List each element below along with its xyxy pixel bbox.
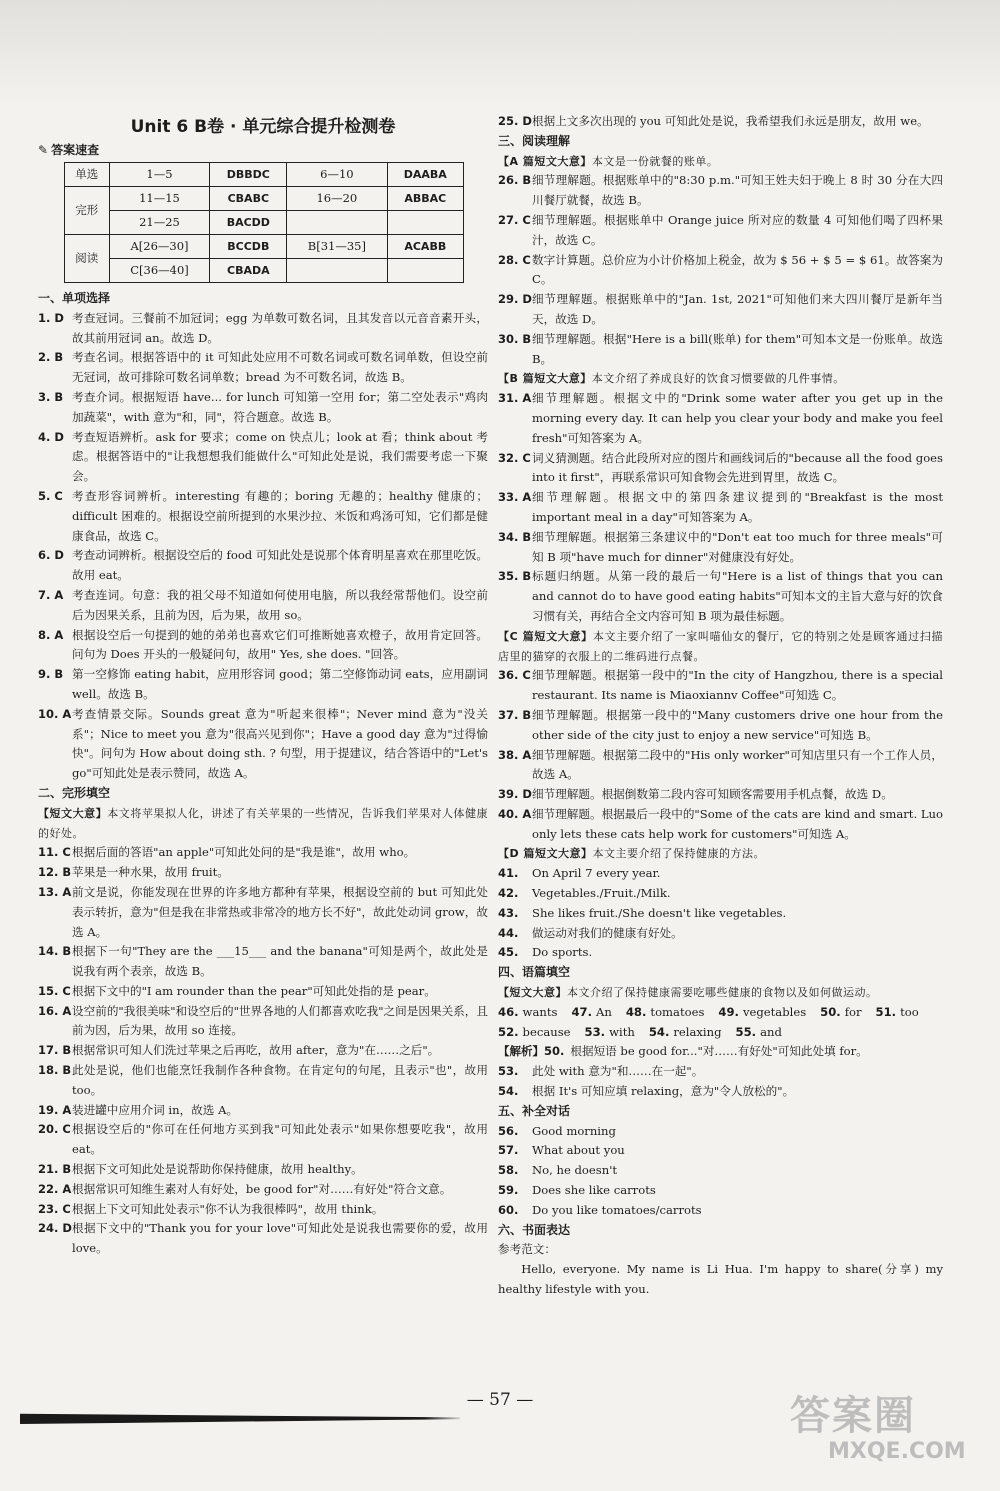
summary-label: 【C 篇短文大意】 xyxy=(498,629,593,643)
answer-item xyxy=(498,488,943,528)
answer-item xyxy=(38,705,488,784)
footer-bar xyxy=(20,1412,460,1424)
left-column xyxy=(38,112,488,1259)
table-row xyxy=(65,211,464,235)
answer-item xyxy=(38,1160,488,1180)
item-number: 42. xyxy=(498,886,519,901)
inline-answer xyxy=(626,1003,705,1023)
item-explanation: 细节理解题。根据第一段中的"Many customers drive one hour from the other side of the city just to enjoy a new service"可知选 B。 xyxy=(532,707,943,742)
item-number: 26. B xyxy=(498,173,532,188)
right-column xyxy=(498,112,943,1300)
answer-item xyxy=(38,546,488,586)
answer-item xyxy=(38,487,488,546)
answer-item xyxy=(38,1002,488,1042)
summary-text: 本文介绍了保持健康需要吃哪些健康的食物以及如何做运动。 xyxy=(567,986,878,1000)
item-explanation: 根据设空后一句提到的她的弟弟也喜欢它们可推断她喜欢橙子，故用肯定回答。问句为 Does 开头的一般疑问句，故用" Yes, she does. "回答。 xyxy=(72,627,488,662)
answer-item xyxy=(498,1082,943,1102)
item-explanation: 细节理解题。根据"Here is a bill(账单) for them"可知本文是一份账单。故选 B。 xyxy=(532,331,943,366)
item-number: 36. C xyxy=(498,668,531,683)
right-answer-list xyxy=(498,112,943,1300)
item-number: 22. A xyxy=(38,1181,72,1196)
item-answer: too xyxy=(900,1004,919,1019)
item-answer: because xyxy=(522,1024,571,1039)
item-explanation: Do you like tomatoes/carrots xyxy=(532,1202,702,1217)
answer-item xyxy=(498,171,943,211)
item-explanation: 前文是说，你能发现在世界的许多地方都种有苹果，根据设空前的 but 可知此处表示转折，意为"但是我在非常热或非常冷的地方长不好"，故此处动词 grow，故选 A。 xyxy=(72,884,488,939)
answer-item xyxy=(498,1062,943,1082)
item-explanation: Do sports. xyxy=(532,945,593,960)
answer-item xyxy=(498,785,943,805)
table-row xyxy=(65,259,464,283)
page-number: — 57 — xyxy=(466,1390,534,1410)
answer-item xyxy=(498,1201,943,1221)
answer-item xyxy=(498,904,943,924)
item-number: 50. xyxy=(820,1004,841,1019)
table-cell: DBBDC xyxy=(210,163,287,187)
table-cell: ACABB xyxy=(387,235,463,259)
item-number: 40. A xyxy=(498,806,532,821)
item-explanation: 细节理解题。根据账单中的"Jan. 1st, 2021"可知他们来大四川餐厅是新年当天，故选 D。 xyxy=(532,292,943,326)
table-cell: 11—15 xyxy=(109,187,210,211)
item-number: 56. xyxy=(498,1123,519,1138)
table-cell: CBADA xyxy=(210,259,287,283)
item-explanation: 细节理解题。根据文中的"Drink some water after you get up in the morning every day. It can help you clear your body and make you feel fresh"可知答案为 A。 xyxy=(532,391,943,445)
item-number: 24. D xyxy=(38,1221,72,1236)
item-answer: relaxing xyxy=(673,1024,722,1039)
summary-text: 本文主要介绍了保持健康的方法。 xyxy=(592,847,765,861)
answer-item xyxy=(38,1041,488,1061)
answer-item xyxy=(38,1219,488,1259)
answer-item xyxy=(38,1120,488,1160)
item-number: 43. xyxy=(498,905,519,920)
item-explanation: 根据常识可知维生素对人有好处，be good for"对……有好处"符合文意。 xyxy=(72,1181,452,1196)
item-number: 37. B xyxy=(498,707,532,722)
answer-item xyxy=(38,626,488,666)
item-answer: with xyxy=(609,1024,635,1039)
item-number: 54. xyxy=(648,1024,670,1039)
table-cell: DAABA xyxy=(387,163,463,187)
table-cell xyxy=(387,211,463,235)
inline-answer xyxy=(736,1023,782,1043)
item-number: 27. C xyxy=(498,212,531,227)
item-number: 33. A xyxy=(498,490,532,505)
item-number: 59. xyxy=(498,1183,519,1198)
item-number: 47. xyxy=(571,1004,593,1019)
item-number: 19. A xyxy=(38,1102,72,1117)
item-number: 49. xyxy=(718,1004,739,1019)
table-cell: B[31—35] xyxy=(287,235,387,259)
item-number: 28. C xyxy=(498,252,531,267)
table-cell: ABBAC xyxy=(387,187,463,211)
item-number: 60. xyxy=(498,1202,519,1217)
item-explanation: 设空前的"我很美味"和设空后的"世界各地的人们都喜欢吃我"之间是因果关系，且前为因，后为果，故用 so 连接。 xyxy=(72,1003,488,1038)
answer-item xyxy=(498,805,943,845)
summary-label: 【短文大意】 xyxy=(38,806,108,820)
answer-item xyxy=(498,1161,943,1181)
item-explanation: 根据设空后的"你可在任何地方买到我"可知此处表示"如果你想要吃我"，故用 eat。 xyxy=(72,1122,488,1157)
answer-item xyxy=(38,942,488,982)
item-answer: wants xyxy=(522,1004,558,1019)
table-cell xyxy=(387,259,463,283)
item-number: 44. xyxy=(498,925,519,940)
summary-text: 本文介绍了养成良好的饮食习惯要做的几件事情。 xyxy=(591,372,845,386)
answer-item xyxy=(38,586,488,626)
item-explanation: 根据下文中的"I am rounder than the pear"可知此处指的是 pear。 xyxy=(72,983,436,998)
item-explanation: What about you xyxy=(532,1143,625,1158)
item-number: 55. xyxy=(735,1024,757,1039)
item-number: 17. B xyxy=(38,1043,72,1058)
item-explanation: 细节理解题。根据第一段中的"In the city of Hangzhou, there is a special restaurant. Its name is Miaoxiannv Coffee"可知选 C。 xyxy=(532,668,943,703)
item-explanation: 根据上下文可知此处表示"你不认为我很棒吗"，故用 think。 xyxy=(72,1201,384,1216)
item-number: 1. D xyxy=(38,310,64,325)
item-explanation: On April 7 every year. xyxy=(532,866,661,881)
item-number: 5. C xyxy=(38,488,63,503)
item-explanation: 考查形容词辨析。interesting 有趣的；boring 无趣的；healthy 健康的；difficult 困难的。根据设空前所提到的水果沙拉、米饭和鸡汤可知，它们都是健康食品，故选 C。 xyxy=(72,488,488,543)
page-title: Unit 6 B卷 · 单元综合提升检测卷 xyxy=(130,117,396,137)
item-number: 18. B xyxy=(38,1063,72,1078)
item-explanation: 根据下文中的"Thank you for your love"可知此处是说我也需要你的爱，故用 love。 xyxy=(72,1221,488,1256)
answer-item xyxy=(498,211,943,251)
table-cell: 单选 xyxy=(65,163,110,187)
table-row xyxy=(65,235,464,259)
item-number: 29. D xyxy=(498,292,532,307)
answer-item xyxy=(498,943,943,963)
summary-label: 【短文大意】 xyxy=(498,986,567,1000)
inline-answer xyxy=(571,1003,611,1023)
answer-item xyxy=(38,388,488,428)
inline-answer xyxy=(498,1003,557,1023)
item-number: 10. A xyxy=(38,706,72,721)
item-number: 21. B xyxy=(38,1162,72,1177)
answer-item xyxy=(498,290,943,330)
section-heading: 五、补全对话 xyxy=(498,1103,571,1118)
section-heading: 一、单项选择 xyxy=(38,291,111,305)
item-answer: An xyxy=(596,1004,612,1019)
answer-item xyxy=(38,843,488,863)
table-cell: 完形 xyxy=(65,187,110,235)
answer-item xyxy=(498,1181,943,1201)
watermark-url: MXQE.COM xyxy=(828,1439,966,1464)
summary-label: 【A 篇短文大意】 xyxy=(498,154,592,168)
item-number: 8. A xyxy=(38,627,64,642)
answer-item xyxy=(498,389,943,448)
passage-summary xyxy=(498,983,943,1003)
item-number: 15. C xyxy=(38,983,71,998)
answer-item xyxy=(498,528,943,568)
item-answer: and xyxy=(760,1024,782,1039)
answer-item xyxy=(38,1200,488,1220)
inline-answer xyxy=(585,1023,635,1043)
item-explanation: 苹果是一种水果，故用 fruit。 xyxy=(72,865,229,880)
answer-item xyxy=(38,348,488,388)
item-number: 25. D xyxy=(498,114,532,128)
item-number: 14. B xyxy=(38,944,72,959)
answer-item xyxy=(38,309,488,349)
answer-item xyxy=(498,884,943,904)
answer-item xyxy=(498,666,943,706)
item-number: 23. C xyxy=(38,1201,71,1216)
text-line: 参考范文： xyxy=(498,1242,556,1257)
item-number: 53. xyxy=(584,1024,606,1039)
item-number: 16. A xyxy=(38,1003,72,1018)
section-heading: 四、语篇填空 xyxy=(498,965,571,980)
item-number: 57. xyxy=(498,1143,519,1158)
item-explanation: 根据后面的答语"an apple"可知此处问的是"我是谁"，故用 who。 xyxy=(72,845,416,860)
table-cell: 16—20 xyxy=(287,187,387,211)
item-number: 52. xyxy=(498,1024,519,1039)
item-number: 48. xyxy=(625,1004,647,1019)
answer-item xyxy=(38,1101,488,1121)
item-explanation: 根据常识可知人们洗过苹果之后再吃，故用 after，意为"在……之后"。 xyxy=(72,1043,440,1058)
item-explanation: 标题归纳题。从第一段的最后一句"Here is a list of things that you can and cannot do to have good eating habits"可知本文的主旨大意与好的饮食习惯有关，再结合全文内容可知 B 项为最佳标题。 xyxy=(532,569,944,623)
answer-item xyxy=(38,428,488,487)
item-explanation: 数字计算题。总价应为小计价格加上税金，故为 $ 56 + $ 5 = $ 61。故答案为 C。 xyxy=(532,252,943,287)
answer-item xyxy=(498,924,943,944)
item-explanation: Good morning xyxy=(532,1123,616,1138)
table-cell: 21—25 xyxy=(109,211,210,235)
inline-answers xyxy=(498,1003,943,1023)
item-explanation: 此处 with 意为"和……在一起"。 xyxy=(532,1064,704,1079)
section-heading: 六、书面表达 xyxy=(498,1222,571,1237)
item-explanation: 细节理解题。根据第三条建议中的"Don't eat too much for three meals"可知 B 项"have much for dinner"对健康没有好处。 xyxy=(532,529,943,564)
inline-answer xyxy=(876,1003,919,1023)
passage-summary xyxy=(498,152,943,172)
summary-text: 本文将苹果拟人化，讲述了有关苹果的一些情况，告诉我们苹果对人体健康的好处。 xyxy=(38,806,489,840)
item-explanation: 细节理解题。根据账单中 Orange juice 所对应的数量 4 可知他们喝了四杯果汁，故选 C。 xyxy=(532,212,943,247)
item-explanation: 细节理解题。根据最后一段中的"Some of the cats are kind and smart. Luo only lets these cats help work for customers"可知选 A。 xyxy=(532,806,943,841)
summary-text: 本文主要介绍了一家叫喵仙女的餐厅，它的特别之处是顾客通过扫描店里的猫穿的衣服上的二维码进行点餐。 xyxy=(498,629,943,663)
item-explanation: 细节理解题。根据账单中的"8:30 p.m."可知王姓夫妇于晚上 8 时 30 分在大四川餐厅就餐，故选 B。 xyxy=(532,173,943,208)
answer-item xyxy=(498,449,943,489)
item-explanation: 词义猜测题。结合此段所对应的图片和画线词后的"because all the food goes into it first"，再联系常识可知食物会先进到胃里，故选 C。 xyxy=(532,450,943,485)
item-explanation: 根据 It's 可知应填 relaxing，意为"令人放松的"。 xyxy=(532,1084,795,1099)
inline-answer xyxy=(718,1003,806,1023)
item-explanation: 考查情景交际。Sounds great 意为"听起来很棒"；Never mind 意为"没关系"；Nice to meet you 意为"很高兴见到你"；Have a good day 意为"过得愉快"。问句为 How about doing sth. ? 句型，用于提建议，结合答语中的"Let's go"可知此处是表示赞同，故选 A。 xyxy=(72,706,488,781)
item-explanation: 根据下文可知此处是说帮助你保持健康，故用 healthy。 xyxy=(72,1162,363,1177)
answer-item xyxy=(498,746,943,786)
item-number: 58. xyxy=(498,1163,519,1178)
item-explanation: 细节理解题。根据第二段中的"His only worker"可知店里只有一个工作人员，故选 A。 xyxy=(532,747,943,782)
answer-item xyxy=(498,706,943,746)
item-explanation: 装进罐中应用介词 in，故选 A。 xyxy=(72,1102,239,1117)
passage-summary xyxy=(38,804,488,844)
item-number: 39. D xyxy=(498,787,532,802)
item-explanation: 考查短语辨析。ask for 要求；come on 快点儿；look at 看；think about 考虑。根据答语中的"让我想想我们能做什么"可知此处是说，我们需要考虑一下聚会。 xyxy=(72,429,488,484)
passage-summary xyxy=(498,627,943,667)
top-shadow xyxy=(0,0,1000,105)
table-cell: A[26—30] xyxy=(109,235,210,259)
item-number: 12. B xyxy=(38,865,72,880)
item-explanation: No, he doesn't xyxy=(532,1163,618,1178)
item-answer: vegetables xyxy=(742,1004,807,1019)
item-explanation: Does she like carrots xyxy=(532,1183,656,1198)
item-number: 41. xyxy=(498,866,519,881)
answer-item xyxy=(498,1122,943,1142)
item-number: 53. xyxy=(498,1064,519,1079)
summary-label: 【D 篇短文大意】 xyxy=(498,847,593,861)
answer-item xyxy=(38,1061,488,1101)
item-answer: for xyxy=(844,1004,862,1019)
answer-item xyxy=(38,982,488,1002)
item-number: 11. C xyxy=(38,845,71,860)
table-cell: 6—10 xyxy=(287,163,387,187)
item-explanation: 根据上文多次出现的 you 可知此处是说，我希望我们永远是朋友，故用 we。 xyxy=(532,114,929,128)
watermark-logo xyxy=(790,1393,980,1483)
section-heading: 二、完形填空 xyxy=(38,785,111,800)
item-number: 54. xyxy=(498,1084,519,1099)
answer-item xyxy=(38,1180,488,1200)
item-number: 30. B xyxy=(498,331,532,346)
answers-label-text: 答案速查 xyxy=(51,143,100,157)
answer-item xyxy=(38,665,488,705)
table-cell: C[36—40] xyxy=(109,259,210,283)
item-explanation: 第一空修饰 eating habit，应用形容词 good；第二空修饰动词 eats，应用副词 well。故选 B。 xyxy=(72,667,488,701)
item-explanation: 考查连词。句意：我的祖父母不知道如何使用电脑，所以我经常帮他们。设空前后为因果关系，且前为因，后为果，故用 so。 xyxy=(72,587,488,622)
item-number: 32. C xyxy=(498,450,531,465)
inline-answer xyxy=(649,1023,722,1043)
item-number: 【解析】50. xyxy=(498,1044,565,1059)
inline-answers xyxy=(498,1023,943,1043)
item-number: 20. C xyxy=(38,1122,71,1137)
sample-essay: Hello, everyone. My name is Li Hua. I'm happy to share(分享) my healthy lifestyle with you. xyxy=(498,1262,943,1297)
item-explanation: 考查介词。根据短语 have... for lunch 可知第一空用 for；第二空处表示"鸡肉加蔬菜"，with 意为"和，同"，符合题意。故选 B。 xyxy=(72,389,488,424)
item-number: 38. A xyxy=(498,747,532,762)
item-explanation: 考查冠词。三餐前不加冠词；egg 为单数可数名词，且其发音以元音音素开头，故其前用冠词 an。故选 D。 xyxy=(72,310,488,345)
inline-answer xyxy=(498,1023,571,1043)
item-number: 2. B xyxy=(38,350,64,365)
item-explanation: 细节理解题。根据倒数第二段内容可知顾客需要用手机点餐，故选 D。 xyxy=(532,787,893,802)
passage-summary xyxy=(498,369,943,389)
item-number: 34. B xyxy=(498,529,532,544)
passage-summary xyxy=(498,844,943,864)
item-number: 7. A xyxy=(38,587,64,602)
item-explanation: 根据短语 be good for..."对……有好处"可知此处填 for。 xyxy=(570,1044,868,1059)
item-number: 51. xyxy=(875,1004,897,1019)
pen-icon: ✎ xyxy=(38,143,49,157)
answer-item xyxy=(498,1141,943,1161)
table-cell: 阅读 xyxy=(65,235,110,283)
item-number: 3. B xyxy=(38,389,64,404)
item-explanation: 根据下一句"They are the ___15___ and the banana"可知是两个，故此处是说我有两个表亲，故选 B。 xyxy=(72,944,488,979)
table-cell: BACDD xyxy=(210,211,287,235)
item-explanation: 细节理解题。根据文中的第四条建议提到的"Breakfast is the most important meal in a day"可知答案为 A。 xyxy=(532,490,943,524)
item-explanation: 此处是说，他们也能烹饪我制作各种食物。在肯定句的句尾，且表示"也"，故用 too。 xyxy=(72,1063,488,1097)
summary-label: 【B 篇短文大意】 xyxy=(498,372,592,386)
table-row xyxy=(65,187,464,211)
item-explanation: 考查动词辨析。根据设空后的 food 可知此处是说那个体育明星喜欢在那里吃饭。故用 eat。 xyxy=(72,548,488,583)
item-number: 13. A xyxy=(38,884,72,899)
answers-label xyxy=(38,141,488,159)
table-cell xyxy=(287,259,387,283)
left-answer-list xyxy=(38,289,488,1259)
answer-item xyxy=(498,330,943,370)
table-cell: CBABC xyxy=(210,187,287,211)
table-cell xyxy=(287,211,387,235)
table-cell: 1—5 xyxy=(109,163,210,187)
inline-answer xyxy=(820,1003,861,1023)
item-number: 45. xyxy=(498,945,519,960)
section-heading: 三、阅读理解 xyxy=(498,133,571,148)
item-explanation: 做运动对我们的健康有好处。 xyxy=(532,925,683,940)
answer-item xyxy=(498,864,943,884)
item-explanation: Vegetables./Fruit./Milk. xyxy=(532,886,671,901)
answer-table xyxy=(64,162,464,283)
answer-item xyxy=(498,1042,943,1062)
item-explanation: 考查名词。根据答语中的 it 可知此处应用不可数名词或可数名词单数，但设空前无冠词，故可排除可数名词单数；bread 为不可数名词，故选 B。 xyxy=(72,350,488,385)
item-explanation: She likes fruit./She doesn't like vegetables. xyxy=(532,905,787,920)
item-number: 35. B xyxy=(498,569,532,584)
item-number: 6. D xyxy=(38,548,64,563)
item-number: 9. B xyxy=(38,667,64,682)
watermark-text: 答案圈 xyxy=(790,1393,916,1439)
summary-text: 本文是一份就餐的账单。 xyxy=(591,154,719,168)
item-answer: tomatoes xyxy=(650,1004,705,1019)
item-number: 31. A xyxy=(498,391,532,406)
table-cell: BCCDB xyxy=(210,235,287,259)
answer-item xyxy=(498,112,943,132)
item-number: 46. xyxy=(498,1004,519,1019)
answer-item xyxy=(498,251,943,291)
answer-item xyxy=(498,567,943,626)
answer-item xyxy=(38,883,488,942)
table-row xyxy=(65,163,464,187)
item-number: 4. D xyxy=(38,429,64,444)
answer-item xyxy=(38,863,488,883)
